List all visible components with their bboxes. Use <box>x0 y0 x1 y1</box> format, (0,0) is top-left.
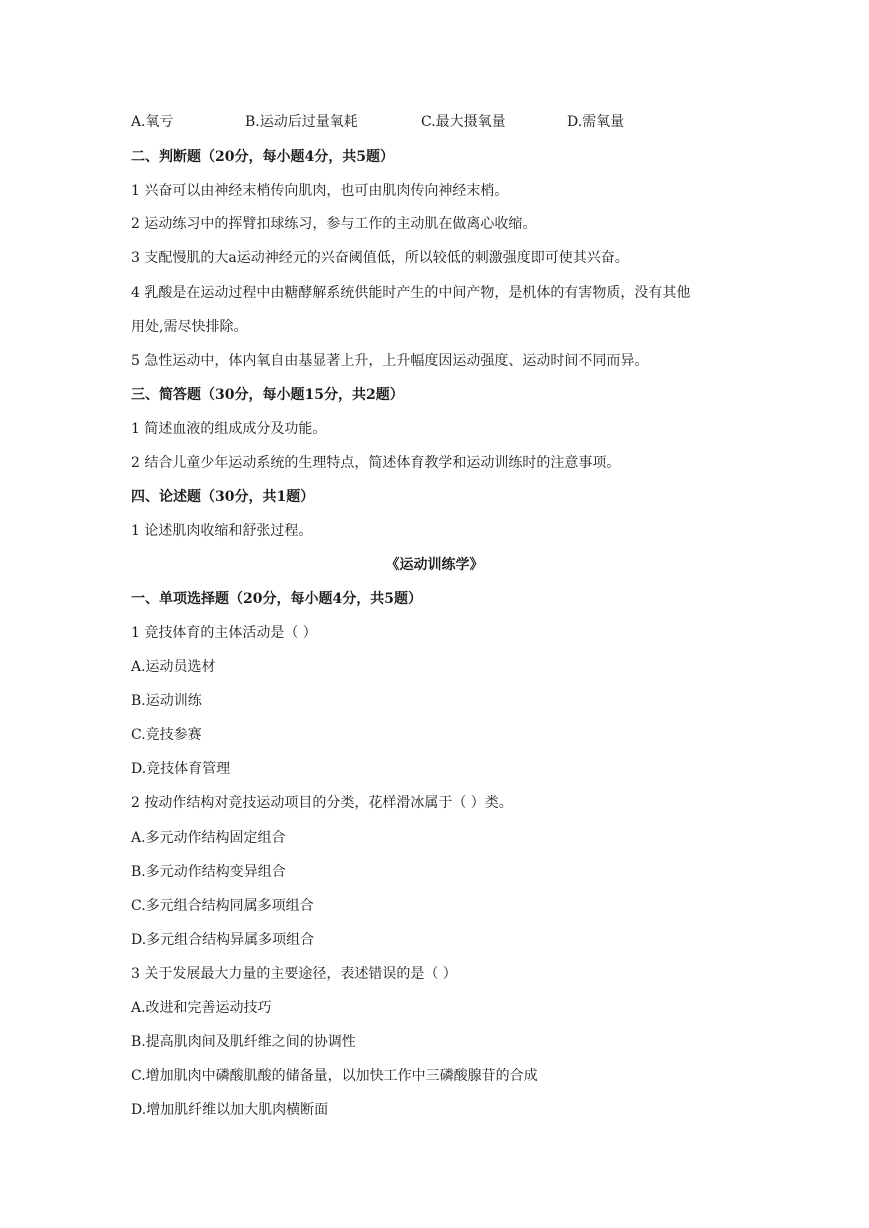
question-option: D.竞技体育管理 <box>131 761 231 777</box>
question-option: B.提高肌肉间及肌纤维之间的协调性 <box>131 1034 356 1050</box>
section-title: 《运动训练学》 <box>385 557 484 573</box>
question-option: C.竞技参赛 <box>131 727 202 743</box>
option-a: A.氧亏 <box>131 114 174 130</box>
question-option: A.运动员选材 <box>131 659 216 675</box>
judge-item: 5 急性运动中，体内氧自由基显著上升，上升幅度因运动强度、运动时间不同而异。 <box>131 353 649 369</box>
essay-heading: 四、论述题（30分，共1题） <box>131 489 315 505</box>
essay-item: 1 论述肌肉收缩和舒张过程。 <box>131 523 313 539</box>
question-option: B.运动训练 <box>131 693 202 709</box>
short-answer-heading: 三、简答题（30分，每小题15分，共2题） <box>131 387 404 403</box>
short-answer-item: 2 结合儿童少年运动系统的生理特点，简述体育教学和运动训练时的注意事项。 <box>131 455 621 471</box>
question-option: B.多元动作结构变异组合 <box>131 864 286 880</box>
judge-item: 1 兴奋可以由神经末梢传向肌肉，也可由肌肉传向神经末梢。 <box>131 183 509 199</box>
question-option: D.增加肌纤维以加大肌肉横断面 <box>131 1102 329 1118</box>
judge-item: 2 运动练习中的挥臂扣球练习，参与工作的主动肌在做离心收缩。 <box>131 216 537 232</box>
question-option: A.改进和完善运动技巧 <box>131 1000 272 1016</box>
question-option: D.多元组合结构异属多项组合 <box>131 932 315 948</box>
option-d: D.需氧量 <box>567 114 625 130</box>
judge-heading: 二、判断题（20分，每小题4分，共5题） <box>131 149 394 165</box>
option-b: B.运动后过量氧耗 <box>245 114 358 130</box>
question-stem: 1 竞技体育的主体活动是（ ） <box>131 625 317 641</box>
judge-item: 3 支配慢肌的大a运动神经元的兴奋阈值低，所以较低的刺激强度即可使其兴奋。 <box>131 250 629 266</box>
question-option: C.增加肌肉中磷酸肌酸的储备量，以加快工作中三磷酸腺苷的合成 <box>131 1068 538 1084</box>
judge-item: 4 乳酸是在运动过程中由糖酵解系统供能时产生的中间产物，是机体的有害物质，没有其他 <box>131 285 691 301</box>
question-option: A.多元动作结构固定组合 <box>131 830 286 846</box>
option-c: C.最大摄氧量 <box>421 114 506 130</box>
question-stem: 2 按动作结构对竞技运动项目的分类，花样滑冰属于（ ）类。 <box>131 795 513 811</box>
short-answer-item: 1 简述血液的组成成分及功能。 <box>131 421 327 437</box>
judge-item-continued: 用处,需尽快排除。 <box>131 319 248 335</box>
question-stem: 3 关于发展最大力量的主要途径，表述错误的是（ ） <box>131 966 457 982</box>
single-choice-heading: 一、单项选择题（20分，每小题4分，共5题） <box>131 591 422 607</box>
question-option: C.多元组合结构同属多项组合 <box>131 898 314 914</box>
